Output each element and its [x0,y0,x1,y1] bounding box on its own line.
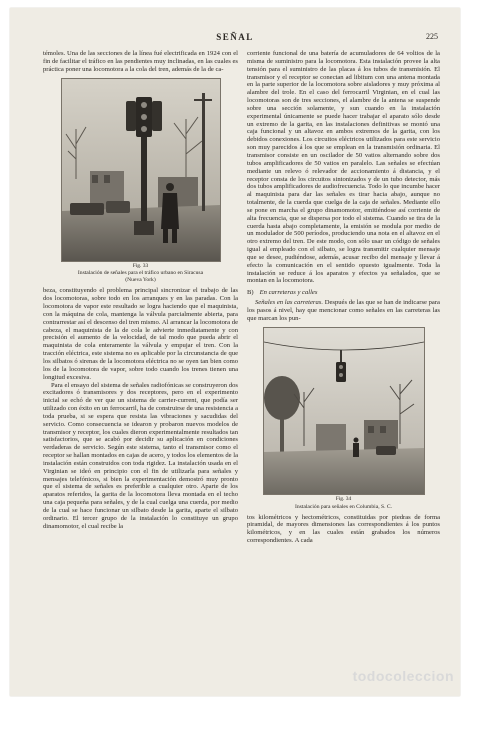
watermark-text: todocoleccion [352,668,454,684]
right-paragraph-3: tos kilométricos y hectométricos, constituidas por piedras de forma piramidal, de mayores dimensiones las correspondientes á los puntos kilométricos, y en las cuales están grabados los números correspondientes. A cada [247,513,440,545]
section-number: B) [247,289,254,297]
figure-33-number: Fig. 33 [132,262,149,269]
left-column [43,50,238,531]
street-signal-photo-illustration [264,328,424,494]
right-paragraph-1: corriente funcional de una batería de acumuladores de 64 voltios de la misma de suministro para la locomotora. Esta instalación provee la alta tensión para el suministro de las placas á los tubos de transmisión. El transmisor y el receptor se conectan ad libitum con una antena montada en la parte superior de la locomotora sobre aisladores y muy próxima al alambre del trole. En el caso del ferrocarril Virginian, en el cual las locomotoras son de tres secciones, el alambre de la antena se suspende sobre una sección solamente, y sun cuando en la instalación experimental únicamente se puede hacer trabajar el aparato sólo desde un extremo de la garita, en las instalaciones definitivas se montó una caja funcional y un altavoz en ambos extremos de la garita, con los debidos conexiones. Los circuitos eléctricos utilizados para este servicio son muy parecidos á los que se emplean en la transmisión ordinaria. El transmisor consiste en un oscilador de 50 vatios alternando sobre dos tubos amplificadores de 50 vatios en paralelo. Las señales se efectúan mediante un relevo ó relevador de accionamiento á distancia, y el receptor consta de los circuitos sintonizados y de un tubo detector, más dos tubos amplificadores de audiofrecuencia. Todo lo que incumbe hacer al maquinista para dar las señales es tirar hacia abajo, aunque no totalmente, de la cuerda que cuelga de la caja de señales. Mediante ello se pone en marcha el grupo dinamomotor, emitiéndose así corriente de alta frecuencia, que se dispersa por todo el sistema. Cuando se tira de la cuerda hasta abajo completamente, la emisión se modula por medio de un modulador de 500 períodos, produciendo una nota en el altavoz en el otro extremo del tren. De este modo, con sólo usar un código de señales igual al empleado con el silbato, se logra transmitir cualquier mensaje que se desee, pudiéndose, además, acusar recibo del mensaje y llevar á efecto la comunicación en el sentido opuesto igualmente. Toda la instalación se reduce á los aparatos y efectos ya señalados, que se montan en la locomotora. [247,50,440,285]
road-signals-lead: Señales en las carreteras. [255,299,323,307]
figure-34-caption: Instalación para señales en Columbia, S. C. [294,503,393,510]
left-paragraph-2: beza, constituyendo el problema principal sincronizar el trabajo de las dos locomotoras, sobre todo en los arranques y en las paradas. Con la locomotora de vapor este resultado se logra haciendo que el maquinista, con la máquina de cola, mantenga la válvula parcialmente abierta, para contrarrestar así el descenso del tren mismo. Al arrancar la locomotora de cabeza, el maquinista de la de cola le advierte inmediatamente y con precisión el aumento de la velocidad, de tal modo que pueda abrir el maquinista de cola enteramente la válvula y empujar el tren. Con la tracción eléctrica, este sistema no es aplicable por la circunstancia de que los silbatos ó sirenas de la locomotora eléctrica no se oyen tan bien como los de la locomotora de vapor, sobre todo cuando los trenes tienen una longitud excesiva. [43,287,238,381]
section-title: En carreteras y calles [259,289,318,297]
figure-33-caption-line-1: Instalación de señales para el tráfico urbano en Siracusa [77,270,204,277]
page-number: 225 [426,32,438,41]
figure-33-caption-line-2: (Nueva York) [125,277,156,284]
watermark [0,668,482,684]
left-paragraph-3: Para el ensayo del sistema de señales radiofónicas se construyeron dos excitadores ó transmisores y dos receptores, pero en el experimento inicial se echó de ver que un sistema de carrier-current, que podía ser utilizado con éxito en un ferrocarril, ha de construirse de una resistencia a toda prueba, si se espera que resista las vibraciones y sacudidas del servicio. Como consecuencia se idearon y probaron nuevos modelos de transmisor y receptor, los cuales dieron experimentalmente resultados tan satisfactorios, que se acabó por decidir su aplicación en condiciones verdaderas de servicio. Según este sistema, tanto el transmisor como el receptor se hallan montados en cajas de acero, y todos los elementos de la instalación están construidos con toda rigidez. La instalación usada en el Virginian se ideó en principio con el fin de utilizarla para señales y mensajes telefónicos, si bien la experimentación demostró muy pronto que el sistema de señales es preferible a cualquier otro. Aparte de los aparatos referidos, la garita de la locomotora lleva montada en el techo una caja pequeña para señales, y de la cual cuelga una cuerda, por medio de la cual se hace funcionar un silbato desde la garita, aparte el silbato ordinario. El tercer grupo de la instalación lo constituye un grupo dinamomotor, el cual recibe la [43,381,238,530]
page-header [10,32,460,44]
road-signals-text: Después de las que se han de indicarse para los pasos á nivel, hay que mencionar como señales en las carreteras las que marcan los pun- [247,299,440,322]
right-column [247,50,440,545]
figure-33-caption [43,270,238,284]
right-paragraph-2 [247,299,440,323]
figure-34-number: Fig. 34 [335,495,352,502]
section-heading [247,289,440,297]
left-paragraph-1: témoles. Una de las secciones de la línea fué electrificada en 1924 con el fin de facilitar el tráfico en las pendientes muy inclinadas, en las cuales es práctica poner una locomotora a la cola del tren, además de la de ca- [43,50,238,73]
document-page [10,8,460,696]
figure-34-photo [263,327,425,495]
traffic-signal-photo-illustration [62,79,220,261]
running-title: SEÑAL [216,32,254,42]
figure-33-photo [61,78,221,262]
